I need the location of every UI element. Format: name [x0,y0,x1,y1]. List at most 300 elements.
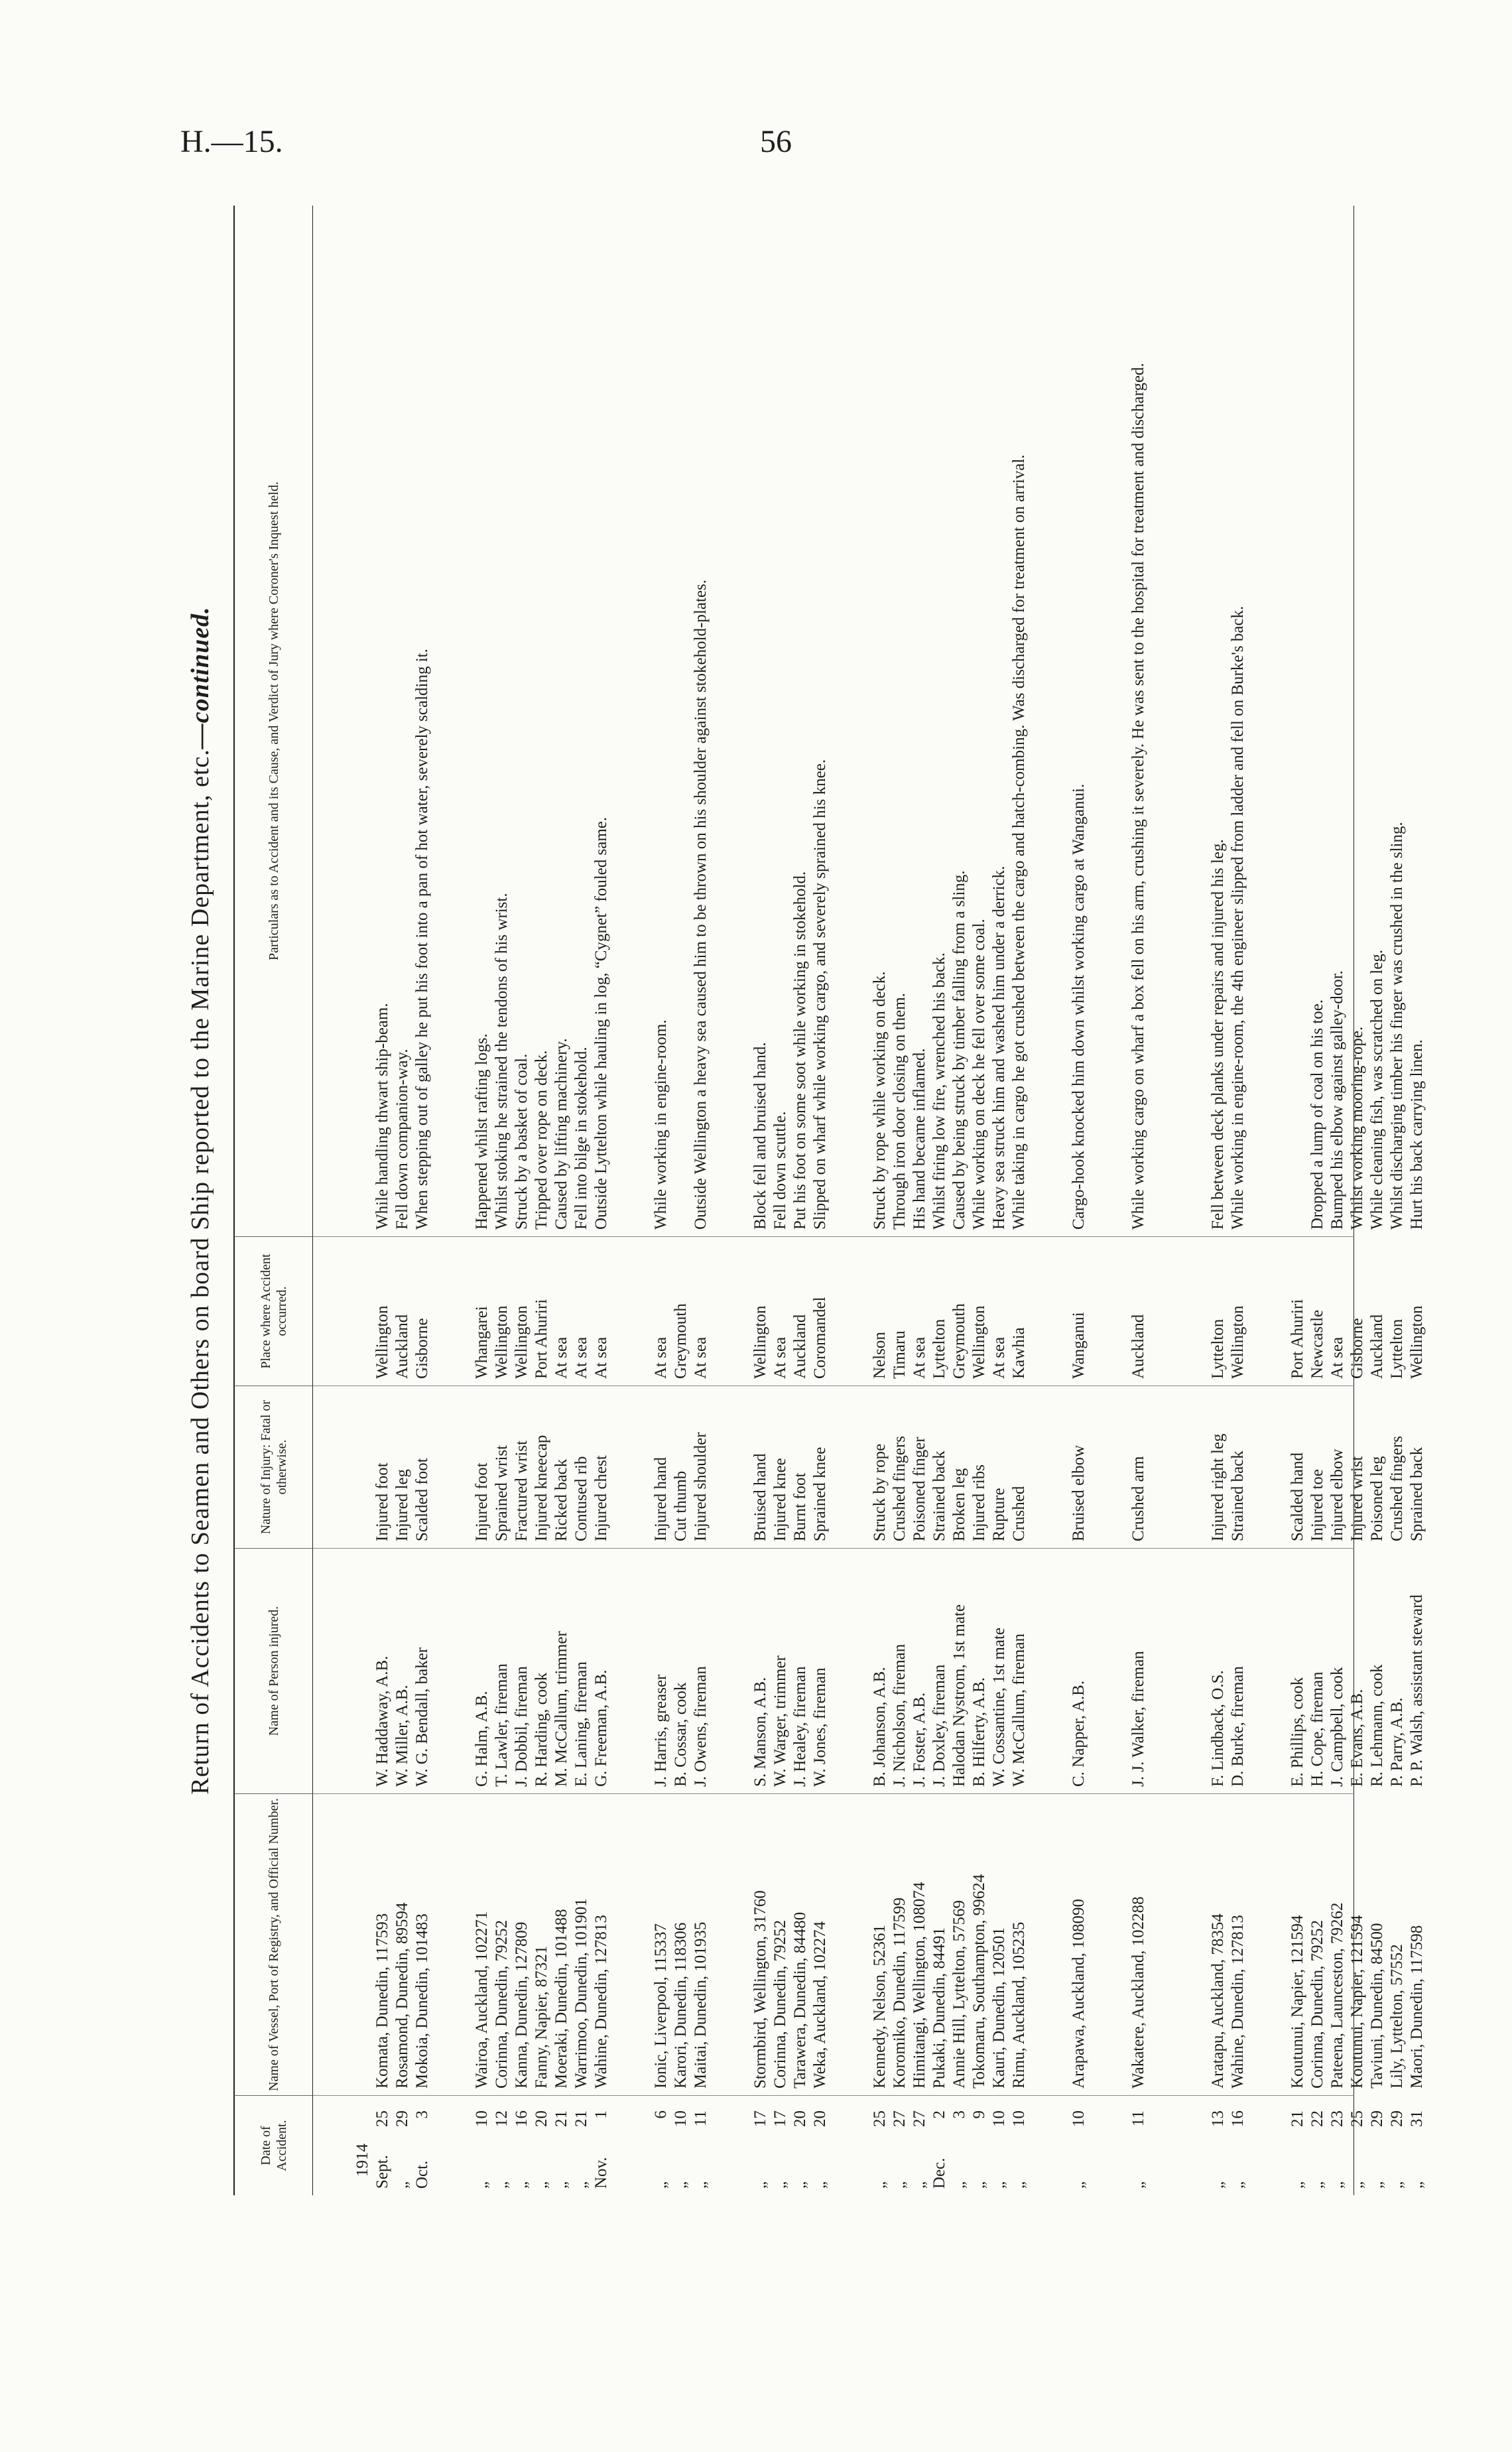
person-cell: W. McCallum, fireman [1010,1634,1028,1787]
particulars-cell: Whilst firing low fire, wrenched his back. [930,952,948,1230]
person-cell: W. Warger, trimmer [771,1655,789,1787]
header-particulars: Particulars as to Accident and its Cause, and Verdict of Jury where Coroner's Inquest held. [233,206,313,1237]
vessel-cell: Pukaki, Dunedin, 84491 [930,1927,948,2089]
injury-cell: Injured shoulder [692,1432,710,1541]
table-title [186,206,225,2195]
accident-day: 29 [1368,2110,1386,2127]
accident-day: 29 [393,2110,411,2127]
particulars-cell: Struck by rope while working on deck. [871,971,889,1230]
vessel-cell: Stormbird, Wellington, 31760 [751,1890,769,2089]
place-cell: Wellington [1229,1305,1247,1379]
accident-month: „ [552,2181,570,2189]
person-cell: P. Parry, A.B. [1388,1697,1406,1787]
injury-cell: Bruised hand [751,1453,769,1541]
accident-month: „ [1408,2181,1426,2189]
place-cell: At sea [990,1336,1008,1379]
accident-day: 25 [1348,2110,1366,2127]
person-cell: H. Cope, fireman [1308,1671,1326,1787]
place-cell: Gisborne [1348,1318,1366,1379]
table-row-date [989,2101,1009,2189]
person-cell: C. Napper, A.B. [1070,1680,1088,1787]
place-cell: Wellington [373,1305,391,1379]
particulars-cell: While working cargo on wharf a box fell on his arm, crushing it severely. He was sent to the hospital for treatment and discharged. [1129,363,1147,1230]
table-row-date [1367,2101,1387,2189]
table-row-date [751,2101,771,2189]
accident-day: 20 [533,2110,550,2127]
place-cell: Wellington [493,1305,511,1379]
table-row-date [1009,2101,1049,2189]
accident-day: 16 [1229,2110,1247,2127]
vessel-cell: Kauri, Dunedin, 120501 [990,1927,1008,2089]
accident-day: 20 [791,2110,809,2127]
place-cell: Whangarei [473,1306,491,1379]
header-place: Place where Accident occurred. [233,1237,313,1386]
injury-cell: Ricked back [552,1458,570,1541]
year-label: 1914 [353,2144,371,2177]
vessel-cell: Wairoa, Auckland, 102271 [473,1911,491,2089]
injury-cell: Sprained wrist [493,1445,511,1541]
accident-month: „ [652,2181,670,2189]
injury-cell: Struck by rope [871,1443,889,1541]
person-cell: J. Foster, A.B. [911,1692,928,1787]
accident-day: 10 [672,2110,690,2127]
person-cell: W. Jones, fireman [811,1667,829,1787]
accident-day: 20 [811,2110,829,2127]
table-row-date [1208,2101,1228,2189]
person-cell: W. G. Bendall, baker [413,1647,431,1787]
person-cell: W. Haddaway, A.B. [373,1655,391,1787]
person-cell: J. Doxley, fireman [930,1664,948,1787]
table-row-date [393,2101,412,2189]
injury-cell: Scalded foot [413,1458,431,1541]
accident-month: „ [393,2181,411,2189]
header-date: Date of Accident. [233,2096,313,2195]
particulars-cell: While working on deck he fell over some coal. [970,919,988,1230]
table-row-date [691,2101,731,2189]
accident-day: 9 [970,2110,988,2119]
table-row-date [412,2101,452,2189]
accident-month: „ [1289,2181,1306,2189]
place-cell: At sea [572,1336,590,1379]
accident-month: „ [911,2181,928,2189]
place-cell: Wellington [513,1305,531,1379]
accident-month: „ [1070,2181,1088,2189]
vessel-cell: Koutunui, Napier, 121594 [1348,1915,1366,2089]
person-cell: R. Harding, cook [533,1672,550,1787]
accident-day: 21 [552,2110,570,2127]
place-cell: Nelson [871,1332,889,1379]
injury-cell: Injured toe [1308,1469,1326,1541]
place-cell: Auckland [393,1314,411,1379]
vessel-cell: Mokoia, Dunedin, 101483 [413,1913,431,2089]
accident-month: „ [950,2181,968,2189]
particulars-cell: Fell down scuttle. [771,1111,789,1230]
vessel-cell: Koutunui, Napier, 121594 [1289,1915,1306,2089]
accident-month: „ [1328,2181,1346,2189]
particulars-cell: Whilst discharging timber his finger was crushed in the sling. [1388,822,1406,1230]
place-cell: Lyttelton [1388,1319,1406,1379]
table-row-date [472,2101,492,2189]
column-particulars [313,206,1426,1237]
vessel-cell: Aratapu, Auckland, 78354 [1209,1913,1227,2089]
accident-month: „ [473,2181,491,2189]
rotated-table-page [186,206,1426,2195]
accident-month: „ [751,2181,769,2189]
accident-day: 22 [1308,2110,1326,2127]
table-row-date [512,2101,532,2189]
place-cell: Timaru [891,1330,909,1379]
injury-cell: Broken leg [950,1468,968,1541]
place-cell: Wellington [1408,1305,1426,1379]
place-cell: Auckland [1368,1314,1386,1379]
particulars-cell: While cleaning fish, was scratched on leg. [1368,949,1386,1230]
particulars-cell: Caused by lifting machinery. [552,1038,570,1230]
person-cell: J. Owens, fireman [692,1666,710,1787]
injury-cell: Injured right leg [1209,1433,1227,1541]
accident-month: „ [811,2181,829,2189]
table-row-date [771,2101,790,2189]
particulars-cell: Slipped on wharf while working cargo, and severely sprained his knee. [811,759,829,1230]
accident-month: „ [990,2181,1008,2189]
person-cell: E. Evans, A.B. [1348,1689,1366,1787]
person-cell: D. Burke, fireman [1229,1666,1247,1787]
accident-month: „ [791,2181,809,2189]
vessel-cell: Fanny, Napier, 87321 [533,1945,550,2089]
injury-cell: Crushed arm [1129,1456,1147,1541]
accidents-table [233,206,1426,2195]
particulars-cell: While working in engine-room, the 4th engineer slipped from ladder and fell on Burke's back. [1229,606,1247,1230]
place-cell: At sea [1328,1336,1346,1379]
particulars-cell: Happened whilst rafting logs. [473,1033,491,1230]
table-row-date [651,2101,671,2189]
table-row-date [870,2101,890,2189]
vessel-cell: Wahine, Dunedin, 127813 [592,1915,610,2089]
particulars-cell: Put his foot on some soot while working in stokehold. [791,871,809,1230]
place-cell: At sea [652,1336,670,1379]
person-cell: W. Miller, A.B. [393,1685,411,1787]
accident-month: Sept. [373,2155,391,2189]
injury-cell: Injured hand [652,1456,670,1541]
table-row-date [950,2101,970,2189]
place-cell: Lyttelton [930,1319,948,1379]
place-cell: At sea [771,1336,789,1379]
accident-day: 25 [871,2110,889,2127]
accident-month: „ [1209,2181,1227,2189]
place-cell: At sea [592,1336,610,1379]
vessel-cell: Karori, Dunedin, 118306 [672,1922,690,2089]
person-cell: T. Lawler, fireman [493,1663,511,1787]
table-row-date [1069,2101,1109,2189]
table-row-date [1129,2101,1188,2189]
vessel-cell: Weka, Auckland, 102274 [811,1921,829,2089]
person-cell: B. Cossar, cook [672,1682,690,1787]
table-row-date [910,2101,930,2189]
page-number: 56 [760,124,792,159]
particulars-cell: Fell into bilge in stokehold. [572,1047,590,1230]
person-cell: G. Freeman, A.B. [592,1669,610,1787]
table-row-date [552,2101,572,2189]
accident-day: 27 [911,2110,928,2127]
accident-day: 31 [1408,2110,1426,2127]
injury-cell: Rupture [990,1488,1008,1541]
particulars-cell: Block fell and bruised hand. [751,1042,769,1230]
accident-month: „ [493,2181,511,2189]
accident-month: „ [891,2181,909,2189]
accident-day: 11 [1129,2110,1147,2127]
injury-cell: Fractured wrist [513,1440,531,1541]
person-cell: B. Hilferty, A.B. [970,1677,988,1787]
injury-cell: Cut thumb [672,1470,690,1541]
injury-cell: Strained back [930,1451,948,1541]
column-vessel [313,1794,1426,2096]
accident-day: 1 [592,2110,610,2119]
vessel-cell: Rosamond, Dunedin, 89594 [393,1902,411,2089]
accident-month: „ [692,2181,710,2189]
table-row-date [890,2101,910,2189]
particulars-cell: While working in engine-room. [652,1019,670,1230]
vessel-cell: Pateena, Launceston, 79262 [1328,1902,1346,2089]
table-row-date [532,2101,552,2189]
particulars-cell: While handling thwart ship-beam. [373,1003,391,1230]
accident-month: „ [1129,2181,1147,2189]
place-cell: Kawhia [1010,1327,1028,1379]
place-cell: Wellington [970,1305,988,1379]
accident-month: „ [1308,2181,1326,2189]
accident-day: 2 [930,2110,948,2119]
vessel-cell: Komata, Dunedin, 117593 [373,1913,391,2089]
particulars-cell: Hurt his back carrying linen. [1408,1039,1426,1230]
place-cell: At sea [552,1336,570,1379]
accident-month: „ [572,2181,590,2189]
accident-month: „ [1348,2181,1366,2189]
vessel-cell: Corinna, Dunedin, 79252 [493,1919,511,2089]
vessel-cell: Lily, Lyttelton, 57552 [1388,1944,1406,2089]
person-cell: Halodan Nystrom, 1st mate [950,1604,968,1787]
person-cell: M. McCallum, trimmer [552,1631,570,1787]
vessel-cell: Taviuni, Dunedin, 84500 [1368,1923,1386,2089]
injury-cell: Crushed fingers [891,1436,909,1541]
place-cell: Auckland [1129,1314,1147,1379]
person-cell: R. Lehmann, cook [1368,1664,1386,1787]
injury-cell: Injured chest [592,1455,610,1541]
column-injury [313,1386,1426,1549]
place-cell: Auckland [791,1314,809,1379]
table-row-date [810,2101,850,2189]
accident-month: Nov. [592,2157,610,2189]
accident-month: „ [970,2181,988,2189]
accident-day: 21 [1289,2110,1306,2127]
accident-day: 12 [493,2110,511,2127]
vessel-cell: Maori, Dunedin, 117598 [1408,1925,1426,2089]
particulars-cell: Dropped a lump of coal on his toe. [1308,999,1326,1230]
accident-day: 10 [1010,2110,1028,2127]
table-title-suffix: —continued. [186,606,214,749]
person-cell: J. Healey, fireman [791,1666,809,1787]
particulars-cell: Whilst stoking he strained the tendons of his wrist. [493,893,511,1230]
vessel-cell: Wahine, Dunedin, 127813 [1229,1915,1247,2089]
accident-day: 3 [413,2110,431,2119]
place-cell: Gisborne [413,1318,431,1379]
particulars-cell: His hand became inflamed. [911,1048,928,1230]
table-row-date [1387,2101,1407,2189]
table-row-date [1228,2101,1268,2189]
table-row-date [373,2101,393,2189]
vessel-cell: Annie Hill, Lyttelton, 57569 [950,1900,968,2089]
injury-cell: Crushed [1010,1486,1028,1541]
accident-day: 13 [1209,2110,1227,2127]
accident-day: 10 [990,2110,1008,2127]
table-row-date [572,2101,592,2189]
place-cell: Greymouth [950,1303,968,1379]
injury-cell: Strained back [1229,1451,1247,1541]
vessel-cell: Koromiko, Dunedin, 117599 [891,1898,909,2089]
injury-cell: Injured kneecap [533,1435,550,1541]
particulars-cell: Fell between deck planks under repairs and injured his leg. [1209,839,1227,1230]
vessel-cell: Rimu, Auckland, 105235 [1010,1921,1028,2089]
person-cell: J. Harris, greaser [652,1674,670,1787]
person-cell: E. Phillips, cook [1289,1677,1306,1787]
vessel-cell: Wakatere, Auckland, 102288 [1129,1896,1147,2089]
column-date [313,2096,1426,2195]
vessel-cell: Corinna, Dunedin, 79252 [1308,1919,1326,2089]
place-cell: Port Ahuriri [1289,1299,1306,1379]
table-row-date [592,2101,631,2189]
place-cell: Coromandel [811,1297,829,1379]
accident-day: 23 [1328,2110,1346,2127]
vessel-cell: Corinna, Dunedin, 79252 [771,1919,789,2089]
injury-cell: Scalded hand [1289,1452,1306,1541]
accident-day: 25 [373,2110,391,2127]
table-title-text: Return of Accidents to Seamen and Others on board Ship reported to the Marine Department, etc. [186,749,214,1795]
injury-cell: Injured foot [373,1462,391,1541]
accident-day: 27 [891,2110,909,2127]
particulars-cell: Heavy sea struck him and washed him under a derrick. [990,866,1008,1230]
table-row-date [1348,2101,1367,2189]
column-person [313,1549,1426,1794]
accident-month: „ [771,2181,789,2189]
accident-day: 17 [771,2110,789,2127]
accident-day: 11 [692,2110,710,2127]
particulars-cell: Struck by a basket of coal. [513,1053,531,1230]
vessel-cell: Moeraki, Dunedin, 101488 [552,1909,570,2089]
injury-cell: Injured elbow [1328,1449,1346,1541]
person-cell: W. Cossantine, 1st mate [990,1627,1008,1787]
table-row-date [1288,2101,1308,2189]
injury-cell: Injured ribs [970,1464,988,1541]
particulars-cell: Tripped over rope on deck. [533,1050,550,1230]
vessel-cell: Tarawera, Dunedin, 84480 [791,1911,809,2089]
person-cell: J. Nicholson, fireman [891,1644,909,1787]
vessel-cell: Tokomaru, Southampton, 99624 [970,1874,988,2089]
table-row-date [671,2101,691,2189]
vessel-cell: Maitai, Dunedin, 101935 [692,1921,710,2089]
particulars-cell: Outside Wellington a heavy sea caused him to be thrown on his shoulder against stokehold-plates. [692,580,710,1230]
accident-month: „ [1010,2181,1028,2189]
vessel-cell: Kanna, Dunedin, 127809 [513,1921,531,2089]
injury-cell: Crushed fingers [1388,1436,1406,1541]
header-injury: Nature of Injury: Fatal or otherwise. [233,1386,313,1549]
table-row-date [1308,2101,1328,2189]
table-row-date [970,2101,989,2189]
accident-month: „ [1368,2181,1386,2189]
column-place [313,1237,1426,1386]
place-cell: Wanganui [1070,1312,1088,1379]
vessel-cell: Arapawa, Auckland, 108090 [1070,1898,1088,2089]
injury-cell: Burnt foot [791,1472,809,1541]
vessel-cell: Kennedy, Nelson, 52361 [871,1925,889,2089]
place-cell: Greymouth [672,1303,690,1379]
injury-cell: Injured leg [393,1469,411,1541]
accident-day: 10 [1070,2110,1088,2127]
place-cell: Lyttelton [1209,1319,1227,1379]
accident-day: 6 [652,2110,670,2119]
person-cell: J. J. Walker, fireman [1129,1651,1147,1787]
vessel-cell: Warrimoo, Dunedin, 101901 [572,1898,590,2089]
particulars-cell: Bumped his elbow against galley-door. [1328,970,1346,1230]
place-cell: Newcastle [1308,1309,1326,1379]
accident-month: Oct. [413,2160,431,2189]
accident-day: 17 [751,2110,769,2127]
particulars-cell: Caused by being struck by timber falling from a sling. [950,870,968,1230]
table-row-date [930,2101,950,2189]
particulars-cell [1288,215,1308,1230]
accident-day: 29 [1388,2110,1406,2127]
accident-day: 16 [513,2110,531,2127]
accident-month: „ [871,2181,889,2189]
injury-cell: Poisoned leg [1368,1456,1386,1541]
person-cell: J. Dobbil, fireman [513,1666,531,1787]
accident-month: „ [513,2181,531,2189]
injury-cell: Contused rib [572,1456,590,1541]
header-person: Name of Person injured. [233,1549,313,1794]
injury-cell: Injured knee [771,1458,789,1541]
particulars-cell: Fell down companion-way. [393,1049,411,1230]
accident-day: 10 [473,2110,491,2127]
accident-month: „ [1229,2181,1247,2189]
place-cell: At sea [692,1336,710,1379]
accident-month: „ [672,2181,690,2189]
table-row-date [492,2101,512,2189]
table-row-date [790,2101,810,2189]
injury-cell: Injured wrist [1348,1456,1366,1541]
vessel-cell: Himitangi, Wellington, 108074 [911,1882,928,2089]
injury-cell: Bruised elbow [1070,1445,1088,1541]
injury-cell: Sprained knee [811,1447,829,1541]
particulars-cell: Through iron door closing on them. [891,993,909,1230]
person-cell: E. Laning, fireman [572,1661,590,1787]
person-cell: J. Campbell, cook [1328,1667,1346,1787]
particulars-cell: Cargo-hook knocked him down whilst working cargo at Wanganui. [1070,783,1088,1230]
person-cell: G. Halm, A.B. [473,1691,491,1787]
accident-month: „ [533,2181,550,2189]
particulars-cell: While taking in cargo he got crushed between the cargo and hatch-combing. Was discharged for treatment on arrival. [1010,454,1028,1230]
particulars-cell: Whilst working mooring-rope. [1348,1026,1366,1230]
particulars-cell: When stepping out of galley he put his foot into a pan of hot water, severely scalding it. [413,649,431,1230]
injury-cell: Poisoned finger [911,1437,928,1541]
accident-month: Dec. [930,2158,948,2189]
particulars-cell: Outside Lyttelton while hauling in log, “Cygnet” fouled same. [592,816,610,1230]
person-cell: S. Manson, A.B. [751,1677,769,1787]
table-row-date [1328,2101,1348,2189]
person-cell: B. Johanson, A.B. [871,1667,889,1787]
vessel-cell: Ionic, Liverpool, 115337 [652,1923,670,2089]
accident-day: 21 [572,2110,590,2127]
particulars-cell [671,215,691,1230]
place-cell: At sea [911,1336,928,1379]
table-row-date [1407,2101,1427,2189]
accident-day: 3 [950,2110,968,2119]
person-cell: P. P. Walsh, assistant steward [1408,1594,1426,1787]
